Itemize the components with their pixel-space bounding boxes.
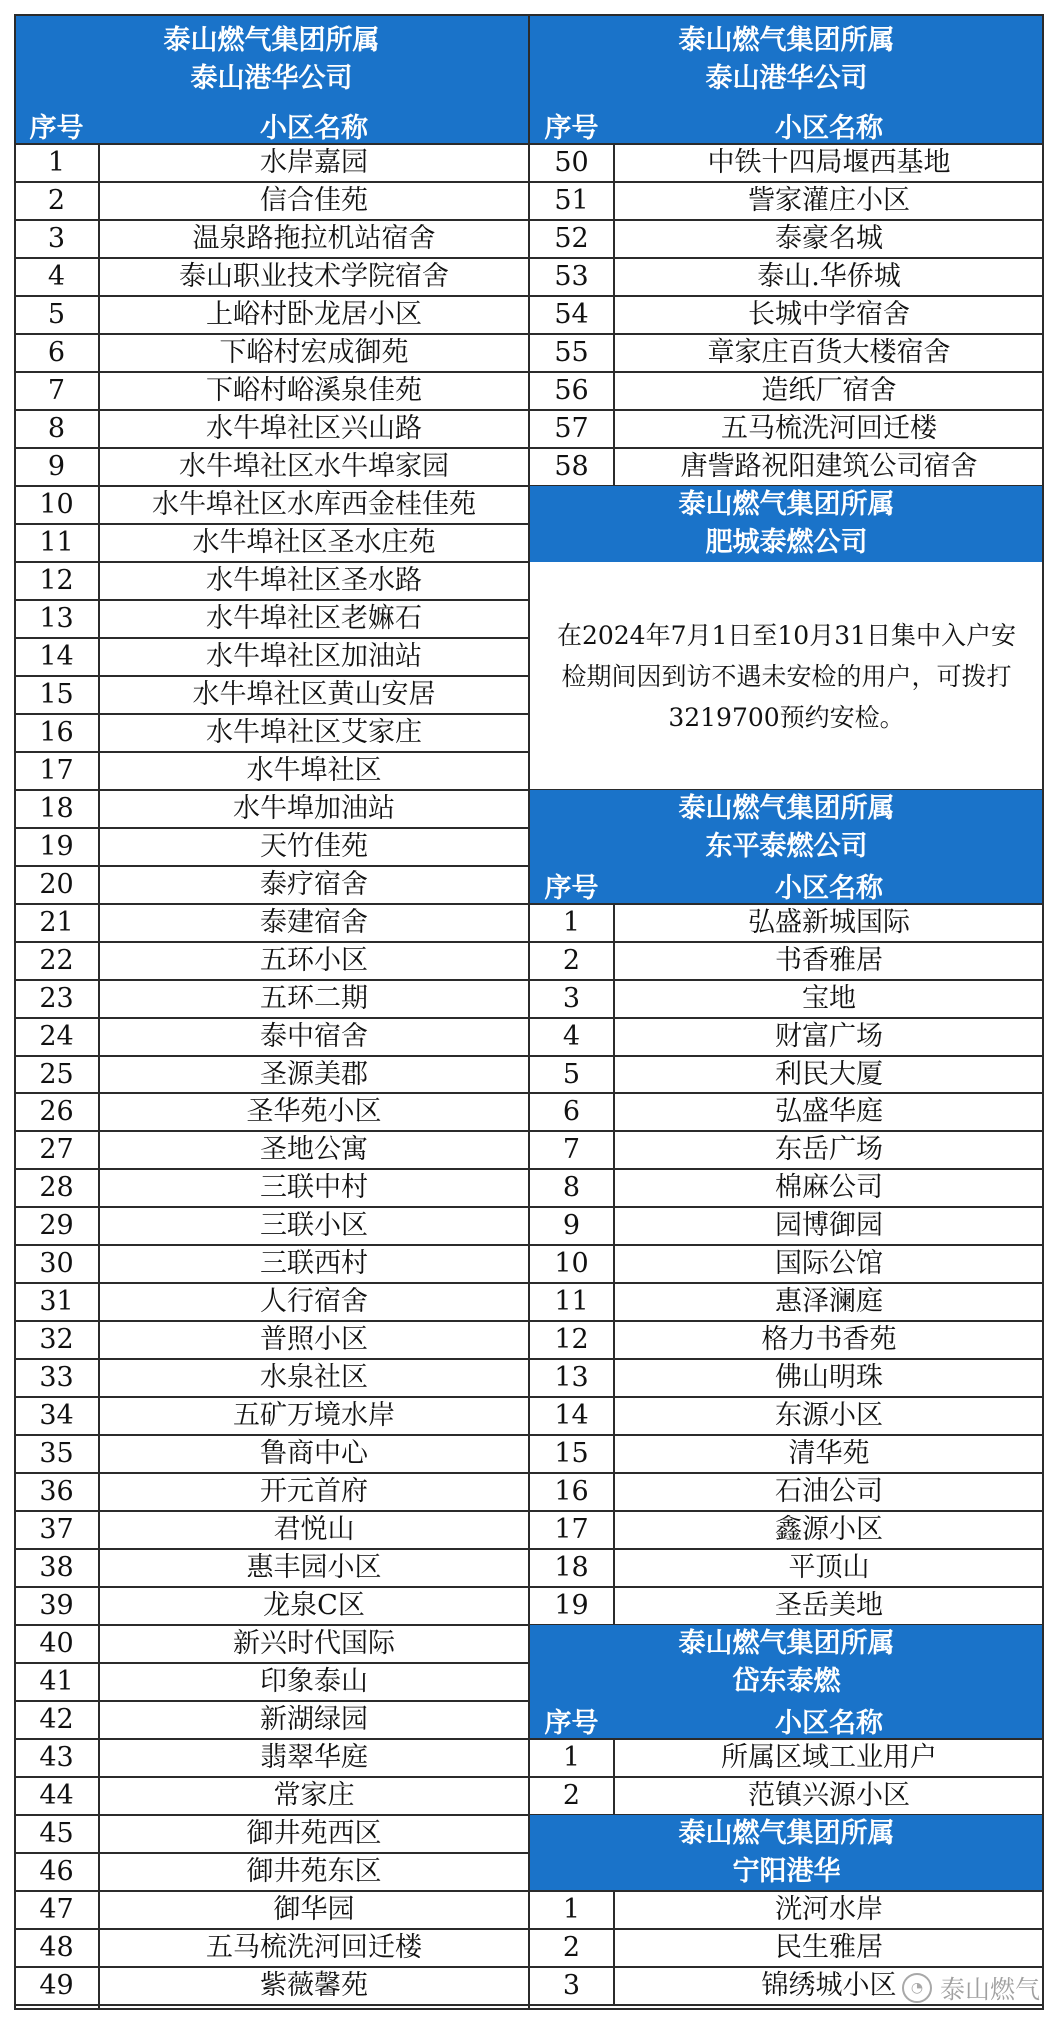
grid-line [14, 1358, 529, 1360]
community-table [14, 14, 1044, 2010]
grid-line [14, 675, 529, 677]
grid-line [14, 1017, 529, 1019]
grid-line [14, 1624, 529, 1626]
left-row-number: 20 [39, 869, 74, 900]
left-row-number: 14 [39, 641, 74, 672]
left-row-number: 44 [39, 1780, 74, 1811]
right-dongping-community-name: 佛山明珠 [775, 1362, 883, 1393]
grid-line [14, 751, 529, 753]
watermark [902, 1970, 1040, 2006]
grid-line [529, 1055, 1044, 1057]
grid-line [528, 14, 530, 2010]
left-community-name: 圣源美郡 [260, 1058, 368, 1090]
right-gangua-community-name: 訾家灌庄小区 [748, 185, 910, 216]
right-ningyang-community-name: 洸河水岸 [775, 1894, 883, 1925]
right-col-name: 小区名称 [614, 106, 1044, 144]
grid-line [14, 865, 529, 867]
left-row-number: 8 [47, 413, 66, 444]
right-dongping-row-number: 19 [554, 1590, 589, 1621]
left-community-name: 圣地公寓 [260, 1134, 368, 1165]
right-dongping-header-line: 东平泰燃公司 [705, 831, 868, 862]
grid-line [14, 181, 529, 183]
left-community-name: 上峪村卧龙居小区 [206, 299, 422, 330]
left-community-name: 翡翠华庭 [260, 1742, 368, 1773]
left-row-number: 22 [39, 945, 74, 976]
left-community-name: 开元首府 [260, 1476, 368, 1507]
grid-line [529, 1586, 1044, 1588]
grid-line [14, 1966, 529, 1968]
right-gangua-community-name: 泰山.华侨城 [757, 261, 901, 292]
grid-line [14, 447, 529, 449]
daidong-col-name: 小区名称 [614, 1701, 1044, 1739]
grid-line [14, 637, 529, 639]
left-row-number: 45 [39, 1818, 74, 1849]
grid-line [14, 1548, 529, 1550]
left-community-name: 五环二期 [260, 983, 368, 1014]
grid-line [529, 371, 1044, 373]
left-row-number: 40 [39, 1628, 74, 1659]
right-gangua-community-name: 五马梳洗河回迁楼 [721, 413, 937, 444]
right-dongping-row-number: 12 [554, 1324, 589, 1355]
grid-line [98, 144, 100, 2010]
left-row-number: 25 [39, 1058, 74, 1090]
grid-line [613, 904, 615, 1625]
right-gangua-row-number: 55 [554, 337, 589, 368]
left-row-number: 32 [39, 1324, 74, 1355]
left-community-name: 水牛埠社区老嫲石 [206, 603, 422, 634]
left-row-number: 24 [39, 1021, 74, 1052]
left-community-name: 常家庄 [273, 1780, 355, 1811]
left-community-name: 水牛埠社区水牛埠家园 [179, 451, 449, 482]
grid-line [14, 409, 529, 411]
right-gangua-row-number: 57 [554, 413, 589, 444]
grid-line [529, 979, 1044, 981]
left-community-name: 御井苑西区 [246, 1818, 382, 1849]
grid-line [529, 1472, 1044, 1474]
right-gangua-header [529, 14, 1044, 106]
feicheng-note: 在2024年7月1日至10月31日集中入户安检期间因到访不遇未安检的用户，可拨打3219700预约安检。 [556, 620, 1017, 732]
left-community-name: 普照小区 [260, 1324, 368, 1355]
grid-line [14, 1320, 529, 1322]
left-community-name: 御井苑东区 [246, 1856, 382, 1887]
right-gangua-community-name: 造纸厂宿舍 [761, 375, 897, 406]
right-ningyang-row-number: 2 [562, 1932, 581, 1963]
left-row-number: 10 [39, 489, 74, 520]
left-community-name: 水牛埠加油站 [233, 793, 395, 824]
grid-line [529, 1130, 1044, 1132]
grid-line [14, 1700, 529, 1702]
left-row-number: 3 [47, 223, 66, 254]
left-community-name: 信合佳苑 [260, 185, 368, 216]
grid-line [529, 143, 1044, 145]
grid-line [529, 1320, 1044, 1322]
right-dongping-row-number: 16 [554, 1476, 589, 1507]
right-dongping-row-number: 14 [554, 1400, 589, 1431]
wechat-channel-icon: ◔ [902, 1973, 932, 2003]
watermark-text: 泰山燃气 [939, 1975, 1040, 2004]
left-community-name: 五马梳洗河回迁楼 [206, 1932, 422, 1963]
left-community-name: 水牛埠社区加油站 [206, 641, 422, 672]
grid-line [529, 941, 1044, 943]
right-dongping-community-name: 石油公司 [775, 1476, 883, 1507]
left-row-number: 41 [39, 1666, 74, 1697]
right-dongping-community-name: 棉麻公司 [775, 1172, 883, 1203]
left-row-number: 6 [47, 337, 66, 368]
left-row-number: 38 [39, 1552, 74, 1583]
grid-line [14, 979, 529, 981]
grid-line [14, 523, 529, 525]
grid-line [529, 1966, 1044, 1968]
grid-line [14, 1434, 529, 1436]
left-community-name: 水牛埠社区圣水路 [206, 565, 422, 596]
left-community-name: 天竹佳苑 [260, 831, 368, 862]
right-daidong-community-name: 范镇兴源小区 [748, 1780, 910, 1811]
right-gangua-row-number: 50 [554, 147, 589, 178]
right-dongping-community-name: 惠泽澜庭 [775, 1286, 883, 1317]
left-community-name: 水牛埠社区黄山安居 [192, 679, 436, 710]
left-row-number: 49 [39, 1970, 74, 2001]
grid-line [529, 1168, 1044, 1170]
right-dongping-row-number: 13 [554, 1362, 589, 1393]
left-row-number: 13 [39, 603, 74, 634]
right-gangua-row-number: 53 [554, 261, 589, 292]
left-community-name: 五环小区 [260, 945, 368, 976]
grid-line [14, 485, 529, 487]
right-dongping-row-number: 5 [562, 1058, 581, 1090]
grid-line [613, 1891, 615, 2005]
left-row-number: 30 [39, 1248, 74, 1279]
left-row-number: 28 [39, 1172, 74, 1203]
right-ningyang-community-name: 民生雅居 [775, 1932, 883, 1963]
grid-line [529, 181, 1044, 183]
grid-line [14, 1776, 529, 1778]
right-dongping-community-name: 东岳广场 [775, 1134, 883, 1165]
right-gangua-community-name: 章家庄百货大楼宿舍 [707, 337, 951, 368]
right-dongping-row-number: 1 [562, 907, 581, 938]
right-dongping-community-name: 宝地 [802, 983, 856, 1014]
grid-line [14, 1852, 529, 1854]
left-row-number: 17 [39, 755, 74, 786]
left-community-name: 三联西村 [260, 1248, 368, 1279]
right-gangua-row-number: 51 [554, 185, 589, 216]
right-ningyang-row-number: 3 [562, 1970, 581, 2001]
grid-line [529, 1776, 1044, 1778]
grid-line [14, 1738, 529, 1740]
right-dongping-header [529, 790, 1044, 866]
right-dongping-community-name: 国际公馆 [775, 1248, 883, 1279]
left-community-name: 新湖绿园 [260, 1704, 368, 1735]
grid-line [14, 1396, 529, 1398]
right-dongping-community-name: 财富广场 [775, 1021, 883, 1052]
left-community-name: 人行宿舍 [260, 1286, 368, 1317]
left-row-number: 21 [39, 907, 74, 938]
left-row-number: 47 [39, 1894, 74, 1925]
right-dongping-row-number: 7 [562, 1134, 581, 1165]
left-community-name: 圣华苑小区 [246, 1096, 382, 1127]
grid-line [529, 1738, 1044, 1740]
grid-line [529, 1890, 1044, 1892]
right-dongping-row-number: 9 [562, 1210, 581, 1241]
right-daidong-header-line: 岱东泰燃 [732, 1666, 841, 1697]
right-gangua-row-number: 54 [554, 299, 589, 330]
left-row-number: 36 [39, 1476, 74, 1507]
right-dongping-row-number: 3 [562, 983, 581, 1014]
grid-line [14, 1206, 529, 1208]
grid-line [14, 219, 529, 221]
right-col-number: 序号 [529, 106, 614, 144]
grid-line [14, 1510, 529, 1512]
dongping-col-name: 小区名称 [614, 866, 1044, 904]
grid-line [613, 1739, 615, 1815]
grid-line [14, 1472, 529, 1474]
grid-line [529, 1092, 1044, 1094]
right-dongping-row-number: 17 [554, 1514, 589, 1545]
right-dongping-row-number: 10 [554, 1248, 589, 1279]
grid-line [14, 1814, 529, 1816]
grid-line [529, 1206, 1044, 1208]
right-feicheng-header-line: 泰山燃气集团所属 [678, 489, 895, 520]
grid-line [529, 1548, 1044, 1550]
left-row-number: 31 [39, 1286, 74, 1317]
grid-line [613, 144, 615, 486]
grid-line [14, 1244, 529, 1246]
left-row-number: 23 [39, 983, 74, 1014]
right-dongping-community-name: 弘盛华庭 [775, 1096, 883, 1127]
daidong-col-number: 序号 [529, 1701, 614, 1739]
right-dongping-community-name: 圣岳美地 [775, 1590, 883, 1621]
right-ningyang-community-name: 锦绣城小区 [761, 1970, 897, 2001]
left-row-number: 42 [39, 1704, 74, 1735]
grid-line [14, 1586, 529, 1588]
left-community-name: 水牛埠社区兴山路 [206, 413, 422, 444]
left-community-name: 水岸嘉园 [260, 147, 368, 178]
right-dongping-row-number: 6 [562, 1096, 581, 1127]
grid-line [14, 1890, 529, 1892]
dongping-col-number: 序号 [529, 866, 614, 904]
right-dongping-row-number: 8 [562, 1172, 581, 1203]
left-row-number: 46 [39, 1856, 74, 1887]
left-community-name: 印象泰山 [260, 1666, 368, 1697]
left-row-number: 4 [47, 261, 66, 292]
left-row-number: 48 [39, 1932, 74, 1963]
left-community-name: 水牛埠社区艾家庄 [206, 717, 422, 748]
left-community-name: 御华园 [273, 1894, 355, 1925]
grid-line [14, 713, 529, 715]
right-dongping-header-line: 泰山燃气集团所属 [678, 793, 895, 824]
right-gangua-header-line: 泰山燃气集团所属 [678, 25, 895, 56]
grid-line [14, 827, 529, 829]
left-row-number: 18 [39, 793, 74, 824]
left-community-name: 下峪村峪溪泉佳苑 [206, 375, 422, 406]
grid-line [14, 1092, 529, 1094]
left-community-name: 惠丰园小区 [246, 1552, 382, 1583]
left-community-name: 水牛埠社区圣水庄苑 [192, 527, 436, 558]
right-feicheng-header [529, 486, 1044, 562]
grid-line [1042, 14, 1044, 2010]
grid-line [14, 295, 529, 297]
left-community-name: 泰疗宿舍 [260, 869, 368, 900]
right-gangua-row-number: 58 [554, 451, 589, 482]
grid-line [529, 1510, 1044, 1512]
left-community-name: 泰中宿舍 [260, 1021, 368, 1052]
grid-line [14, 561, 529, 563]
right-daidong-header-line: 泰山燃气集团所属 [678, 1628, 895, 1659]
left-row-number: 11 [39, 527, 74, 558]
right-dongping-community-name: 园博御园 [775, 1210, 883, 1241]
grid-line [14, 257, 529, 259]
grid-line [529, 295, 1044, 297]
grid-line [529, 1358, 1044, 1360]
right-ningyang-header-line: 泰山燃气集团所属 [678, 1818, 895, 1849]
left-row-number: 9 [47, 451, 66, 482]
left-row-number: 5 [47, 299, 66, 330]
grid-line [14, 1130, 529, 1132]
left-row-number: 33 [39, 1362, 74, 1393]
grid-line [529, 257, 1044, 259]
right-daidong-community-name: 所属区域工业用户 [721, 1742, 937, 1773]
right-gangua-row-number: 52 [554, 223, 589, 254]
right-daidong-header [529, 1625, 1044, 1701]
right-dongping-community-name: 弘盛新城国际 [748, 907, 910, 938]
right-dongping-community-name: 平顶山 [788, 1552, 870, 1583]
right-daidong-row-number: 2 [562, 1780, 581, 1811]
right-dongping-community-name: 鑫源小区 [775, 1514, 883, 1545]
right-ningyang-header [529, 1815, 1044, 1891]
right-daidong-row-number: 1 [562, 1742, 581, 1773]
left-row-number: 34 [39, 1400, 74, 1431]
left-row-number: 39 [39, 1590, 74, 1621]
grid-line [14, 903, 529, 905]
left-row-number: 35 [39, 1438, 74, 1469]
right-dongping-community-name: 格力书香苑 [761, 1324, 897, 1355]
left-community-name: 泰建宿舍 [260, 907, 368, 938]
right-gangua-community-name: 长城中学宿舍 [748, 299, 910, 330]
left-row-number: 29 [39, 1210, 74, 1241]
grid-line [14, 1055, 529, 1057]
left-company-header-line: 泰山港华公司 [190, 63, 353, 94]
left-row-number: 7 [47, 375, 66, 406]
grid-line [529, 1434, 1044, 1436]
left-company-header [14, 14, 529, 106]
left-community-name: 三联小区 [260, 1210, 368, 1241]
left-row-number: 19 [39, 831, 74, 862]
left-community-name: 水泉社区 [260, 1362, 368, 1393]
grid-line [14, 1928, 529, 1930]
grid-line [529, 903, 1044, 905]
grid-line [14, 1662, 529, 1664]
grid-line [14, 941, 529, 943]
grid-line [529, 409, 1044, 411]
left-row-number: 2 [47, 185, 66, 216]
grid-line [529, 1396, 1044, 1398]
left-row-number: 12 [39, 565, 74, 596]
left-community-name: 泰山职业技术学院宿舍 [179, 261, 449, 292]
grid-line [14, 1282, 529, 1284]
right-gangua-community-name: 泰豪名城 [775, 223, 883, 254]
right-feicheng-header-line: 肥城泰燃公司 [705, 527, 868, 558]
right-gangua-community-name: 中铁十四局堰西基地 [707, 147, 951, 178]
right-dongping-row-number: 2 [562, 945, 581, 976]
right-dongping-community-name: 书香雅居 [775, 945, 883, 976]
right-gangua-community-name: 唐訾路祝阳建筑公司宿舍 [680, 451, 978, 482]
grid-line [529, 447, 1044, 449]
left-community-name: 新兴时代国际 [233, 1628, 395, 1659]
right-dongping-row-number: 4 [562, 1021, 581, 1052]
left-row-number: 16 [39, 717, 74, 748]
left-community-name: 三联中村 [260, 1172, 368, 1203]
grid-line [14, 333, 529, 335]
left-row-number: 15 [39, 679, 74, 710]
grid-line [14, 789, 529, 791]
right-ningyang-row-number: 1 [562, 1894, 581, 1925]
right-gangua-row-number: 56 [554, 375, 589, 406]
left-community-name: 水牛埠社区水库西金桂佳苑 [152, 489, 476, 520]
grid-line [14, 143, 529, 145]
grid-line [14, 1168, 529, 1170]
grid-line [14, 599, 529, 601]
right-dongping-community-name: 利民大厦 [775, 1058, 883, 1090]
left-row-number: 37 [39, 1514, 74, 1545]
left-company-header-line: 泰山燃气集团所属 [163, 25, 380, 56]
grid-line [14, 2004, 529, 2006]
grid-line [529, 1928, 1044, 1930]
right-dongping-community-name: 东源小区 [775, 1400, 883, 1431]
left-community-name: 温泉路拖拉机站宿舍 [192, 223, 436, 254]
right-dongping-row-number: 11 [554, 1286, 589, 1317]
right-dongping-community-name: 清华苑 [788, 1438, 870, 1469]
left-col-number: 序号 [14, 106, 99, 144]
left-row-number: 27 [39, 1134, 74, 1165]
left-community-name: 水牛埠社区 [246, 755, 382, 786]
right-dongping-row-number: 18 [554, 1552, 589, 1583]
left-community-name: 君悦山 [273, 1514, 355, 1545]
grid-line [14, 371, 529, 373]
left-community-name: 下峪村宏成御苑 [219, 337, 409, 368]
grid-line [529, 1282, 1044, 1284]
left-community-name: 五矿万境水岸 [233, 1400, 395, 1431]
left-row-number: 26 [39, 1096, 74, 1127]
left-community-name: 紫薇馨苑 [260, 1970, 368, 2001]
grid-line [529, 333, 1044, 335]
grid-line [14, 14, 16, 2010]
left-community-name: 鲁商中心 [260, 1438, 368, 1469]
left-row-number: 1 [47, 147, 66, 178]
right-ningyang-header-line: 宁阳港华 [732, 1856, 841, 1887]
left-col-name: 小区名称 [99, 106, 529, 144]
grid-line [529, 1017, 1044, 1019]
grid-line [529, 1244, 1044, 1246]
right-gangua-header-line: 泰山港华公司 [705, 63, 868, 94]
left-community-name: 龙泉C区 [263, 1590, 365, 1621]
left-row-number: 43 [39, 1742, 74, 1773]
grid-line [529, 219, 1044, 221]
right-dongping-row-number: 15 [554, 1438, 589, 1469]
